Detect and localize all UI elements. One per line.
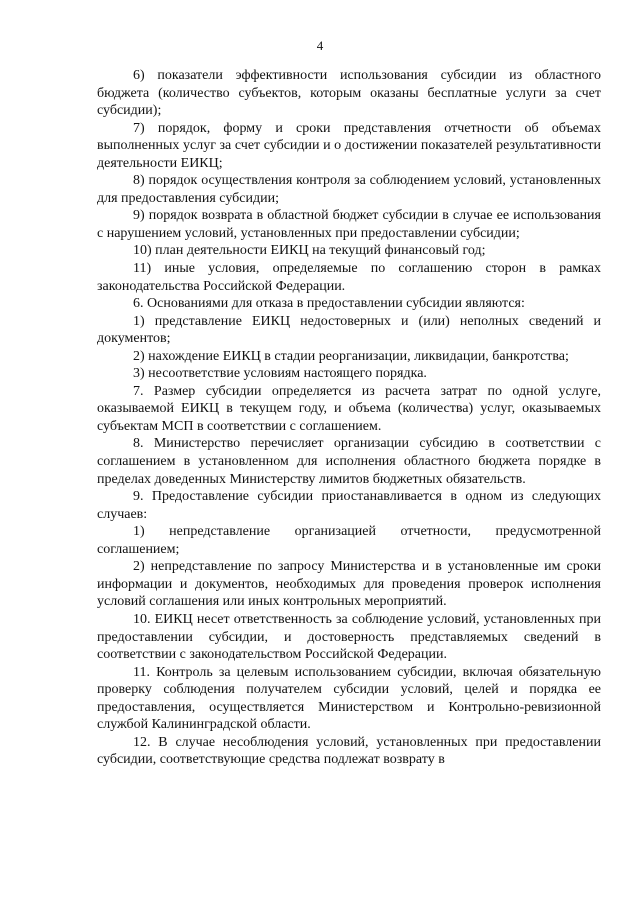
paragraph-refusal-1: 1) представление ЕИКЦ недостоверных и (или) неполных сведений и документов; xyxy=(97,313,601,347)
paragraph-item-11: 11) иные условия, определяемые по соглашению сторон в рамках законодательства Российской Федерации. xyxy=(97,261,601,294)
document-body xyxy=(97,67,601,769)
paragraph-item-9: 9) порядок возврата в областной бюджет субсидии в случае ее использования с нарушением условий, установленных при предоставлении субсидии; xyxy=(97,208,601,241)
paragraph-suspension-1: 1) непредставление организацией отчетности, предусмотренной соглашением; xyxy=(97,524,601,557)
paragraph-item-8: 8) порядок осуществления контроля за соблюдением условий, установленных для предоставления субсидии; xyxy=(97,173,601,206)
paragraph-clause-9: 9. Предоставление субсидии приостанавливается в одном из следующих случаев: xyxy=(97,489,601,522)
paragraph-clause-7: 7. Размер субсидии определяется из расчета затрат по одной услуге, оказываемой ЕИКЦ в текущем году, и объема (количества) услуг, оказываемых субъектам МСП в соответствии с соглашением. xyxy=(97,383,601,434)
paragraph-item-7: 7) порядок, форму и сроки представления отчетности об объемах выполненных услуг за счет субсидии и о достижении показателей результативности деятельности ЕИКЦ; xyxy=(97,120,601,171)
page-number: 4 xyxy=(316,38,324,53)
paragraph-clause-10: 10. ЕИКЦ несет ответственность за соблюдение условий, установленных при предоставлении субсидии, и достоверность представляемых сведений в соответствии с законодательством Российской Федерации. xyxy=(97,611,601,663)
paragraph-clause-8: 8. Министерство перечисляет организации субсидию в соответствии с соглашением в установленном для исполнения областного бюджета порядке в пределах доведенных Министерству лимитов бюджетных обязательств. xyxy=(97,436,601,487)
paragraph-item-6: 6) показатели эффективности использования субсидии из областного бюджета (количество субъектов, которым оказаны бесплатные услуги за счет субсидии); xyxy=(97,68,601,119)
paragraph-clause-6: 6. Основаниями для отказа в предоставлении субсидии являются: xyxy=(133,296,525,312)
paragraph-refusal-2: 2) нахождение ЕИКЦ в стадии реорганизации, ликвидации, банкротства; xyxy=(133,348,569,364)
paragraph-item-10: 10) план деятельности ЕИКЦ на текущий финансовый год; xyxy=(133,243,486,259)
paragraph-clause-11: 11. Контроль за целевым использованием субсидии, включая обязательную проверку соблюдения получателем субсидии условий, целей и порядка ее предоставления, осуществляется Министерством и Контрольно-ревизионной службой Калининградской области. xyxy=(97,664,601,733)
paragraph-clause-12: 12. В случае несоблюдения условий, установленных при предоставлении субсидии, соответствующие средства подлежат возврату в xyxy=(97,734,601,768)
paragraph-suspension-2: 2) непредставление по запросу Министерства и в установленные им сроки информации и документов, необходимых для проведения проверок исполнения условий соглашения или иных контрольных мероприятий. xyxy=(97,559,601,610)
paragraph-refusal-3: 3) несоответствие условиям настоящего порядка. xyxy=(133,366,427,382)
